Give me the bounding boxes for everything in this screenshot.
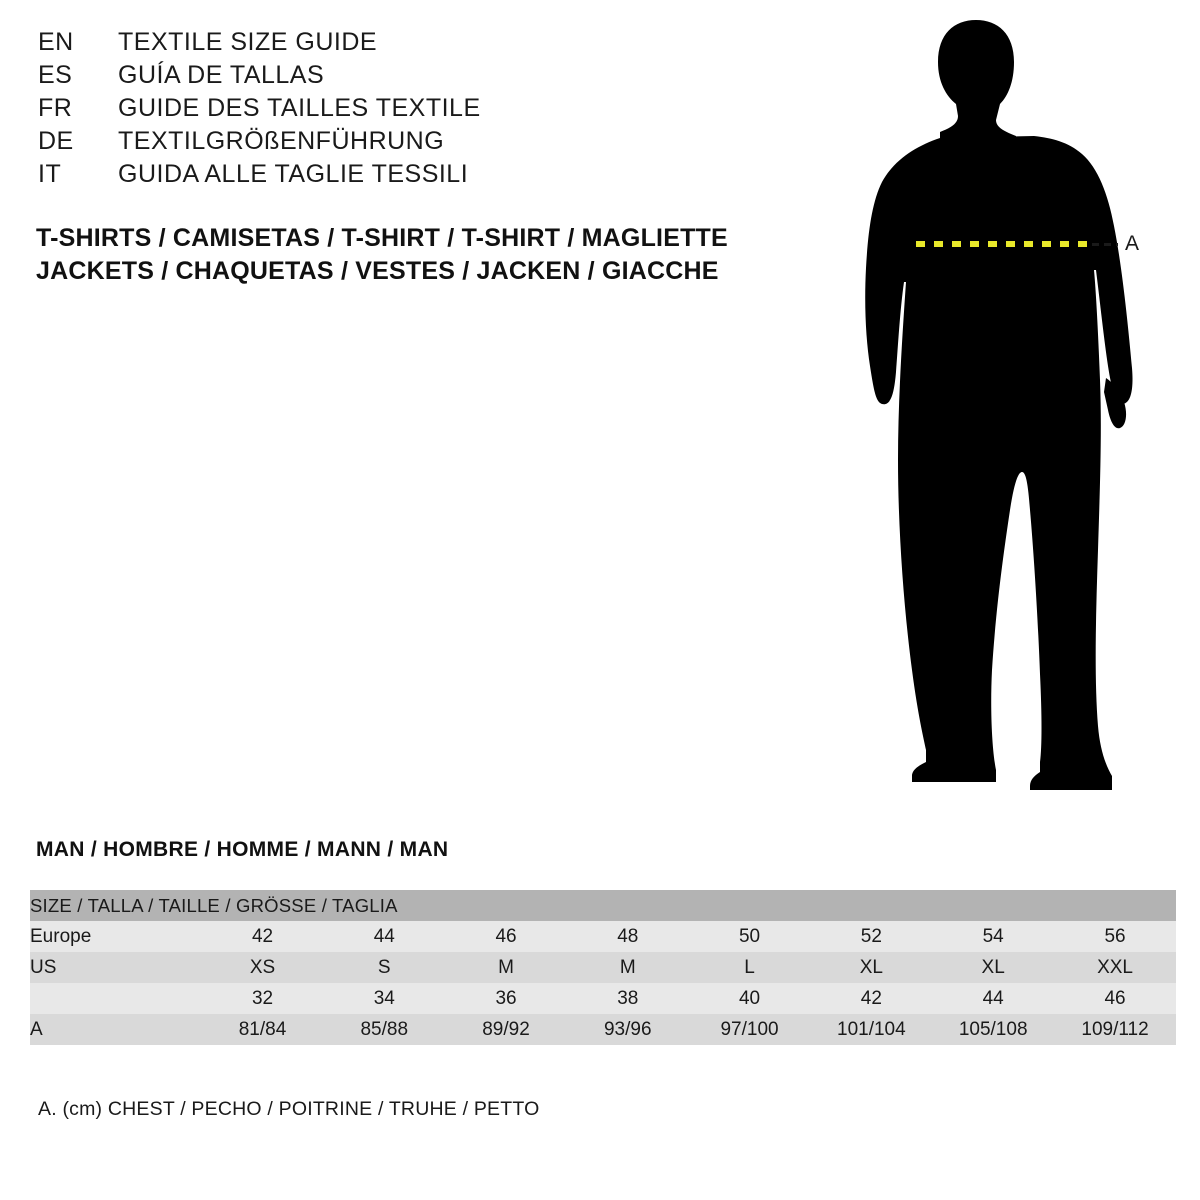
measure-leader-line <box>1092 243 1118 246</box>
size-table <box>30 890 1176 1045</box>
cell: 89/92 <box>445 1014 567 1045</box>
language-row <box>38 127 798 160</box>
language-code: DE <box>38 127 74 155</box>
cell: 46 <box>445 921 567 952</box>
language-text: GUÍA DE TALLAS <box>118 61 325 89</box>
cell: M <box>445 952 567 983</box>
cell: S <box>323 952 445 983</box>
cell: 101/104 <box>810 1014 932 1045</box>
language-row <box>38 94 798 127</box>
language-text: GUIDE DES TAILLES TEXTILE <box>118 94 481 122</box>
cell: M <box>567 952 689 983</box>
table-header-label: SIZE / TALLA / TAILLE / GRÖSSE / TAGLIA <box>30 890 1176 921</box>
row-label: US <box>30 952 202 983</box>
silhouette-svg <box>820 10 1180 790</box>
row-label: Europe <box>30 921 202 952</box>
cell: 93/96 <box>567 1014 689 1045</box>
cell: XXL <box>1054 952 1176 983</box>
language-code: IT <box>38 160 62 188</box>
cell: 54 <box>932 921 1054 952</box>
cell: 34 <box>323 983 445 1014</box>
table-row <box>30 1014 1176 1045</box>
cell: 85/88 <box>323 1014 445 1045</box>
language-code: EN <box>38 28 74 56</box>
table-row <box>30 983 1176 1014</box>
language-text: GUIDA ALLE TAGLIE TESSILI <box>118 160 469 188</box>
language-text: TEXTILGRÖßENFÜHRUNG <box>118 127 445 155</box>
cell: 36 <box>445 983 567 1014</box>
language-list <box>38 28 798 193</box>
cell: 44 <box>323 921 445 952</box>
cell: 44 <box>932 983 1054 1014</box>
row-label <box>30 983 202 1014</box>
cell: 105/108 <box>932 1014 1054 1045</box>
category-jackets: JACKETS / CHAQUETAS / VESTES / JACKEN / GIACCHE <box>36 257 719 285</box>
garment-categories <box>36 222 856 288</box>
cell: 50 <box>689 921 811 952</box>
table-row <box>30 921 1176 952</box>
language-row <box>38 160 798 193</box>
cell: XS <box>202 952 324 983</box>
category-tshirts: T-SHIRTS / CAMISETAS / T-SHIRT / T-SHIRT / MAGLIETTE <box>36 224 728 252</box>
language-row <box>38 28 798 61</box>
cell: 52 <box>810 921 932 952</box>
cell: 109/112 <box>1054 1014 1176 1045</box>
body-silhouette-figure <box>820 10 1180 790</box>
cell: 40 <box>689 983 811 1014</box>
language-row <box>38 61 798 94</box>
cell: 48 <box>567 921 689 952</box>
language-code: FR <box>38 94 73 122</box>
cell: 56 <box>1054 921 1176 952</box>
language-code: ES <box>38 61 73 89</box>
table-footnote: A. (cm) CHEST / PECHO / POITRINE / TRUHE / PETTO <box>38 1098 540 1120</box>
cell: XL <box>810 952 932 983</box>
cell: XL <box>932 952 1054 983</box>
cell: 38 <box>567 983 689 1014</box>
cell: 42 <box>202 921 324 952</box>
cell: 42 <box>810 983 932 1014</box>
cell: 81/84 <box>202 1014 324 1045</box>
cell: 46 <box>1054 983 1176 1014</box>
table-section-title: MAN / HOMBRE / HOMME / MANN / MAN <box>36 838 449 861</box>
language-text: TEXTILE SIZE GUIDE <box>118 28 378 56</box>
row-label: A <box>30 1014 202 1045</box>
table-row <box>30 952 1176 983</box>
cell: L <box>689 952 811 983</box>
measure-label-a: A <box>1125 232 1140 255</box>
cell: 97/100 <box>689 1014 811 1045</box>
cell: 32 <box>202 983 324 1014</box>
table-header-row <box>30 890 1176 921</box>
